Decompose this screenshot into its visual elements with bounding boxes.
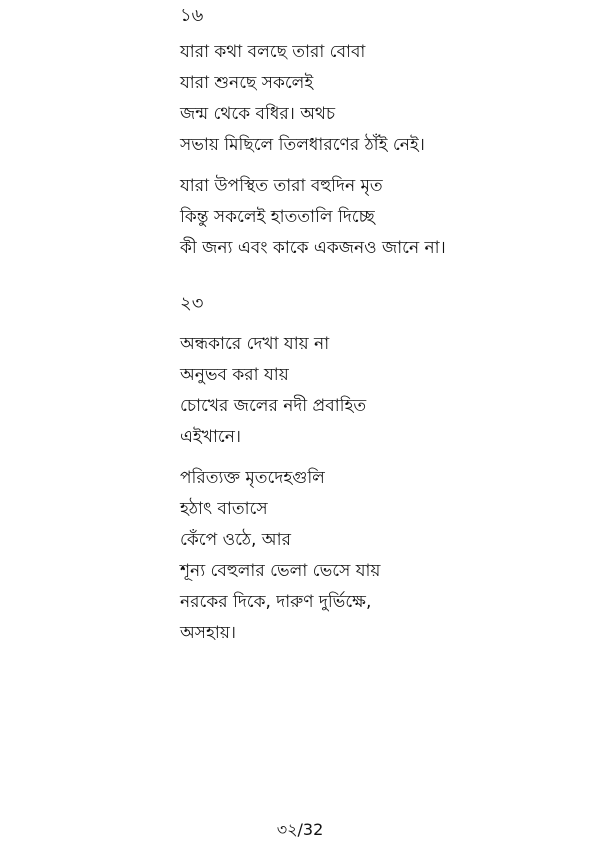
poem-line: নরকের দিকে, দারুণ দুর্ভিক্ষে, [180, 592, 372, 612]
poem-line: পরিত্যক্ত মৃতদেহগুলি [180, 468, 325, 488]
poem-line: যারা শুনছে সকলেই [180, 73, 314, 93]
poem-line: সভায় মিছিলে তিলধারণের ঠাঁই নেই। [180, 135, 425, 155]
poem-line: চোখের জলের নদী প্রবাহিত [180, 396, 367, 416]
poem-line: যারা উপস্থিত তারা বহুদিন মৃত [180, 176, 383, 196]
poem-line: কেঁপে ওঠে, আর [180, 530, 291, 550]
poem-number: ১৬ [180, 5, 204, 26]
stanza [180, 171, 446, 264]
poem-line: এইখানে। [180, 427, 241, 447]
poem-line: হঠাৎ বাতাসে [180, 499, 268, 519]
poem-line: অন্ধকারে দেখা যায় না [180, 334, 330, 354]
poem-line: অনুভব করা যায় [180, 365, 289, 385]
stanza [180, 37, 425, 161]
stanza [180, 463, 380, 649]
poem-line: অসহায়। [180, 623, 236, 643]
poem-line: কী জন্য এবং কাকে একজনও জানে না। [180, 238, 446, 258]
poem-line: জন্ম থেকে বধির। অথচ [180, 104, 336, 124]
poem-line: যারা কথা বলছে তারা বোবা [180, 42, 366, 62]
page-number: ৩২/32 [276, 820, 324, 839]
poem-line: শূন্য বেহুলার ভেলা ভেসে যায় [180, 561, 381, 581]
poem-line: কিন্তু সকলেই হাততালি দিচ্ছে [180, 207, 375, 227]
poem-number: ২৩ [180, 293, 204, 314]
stanza [180, 329, 366, 453]
